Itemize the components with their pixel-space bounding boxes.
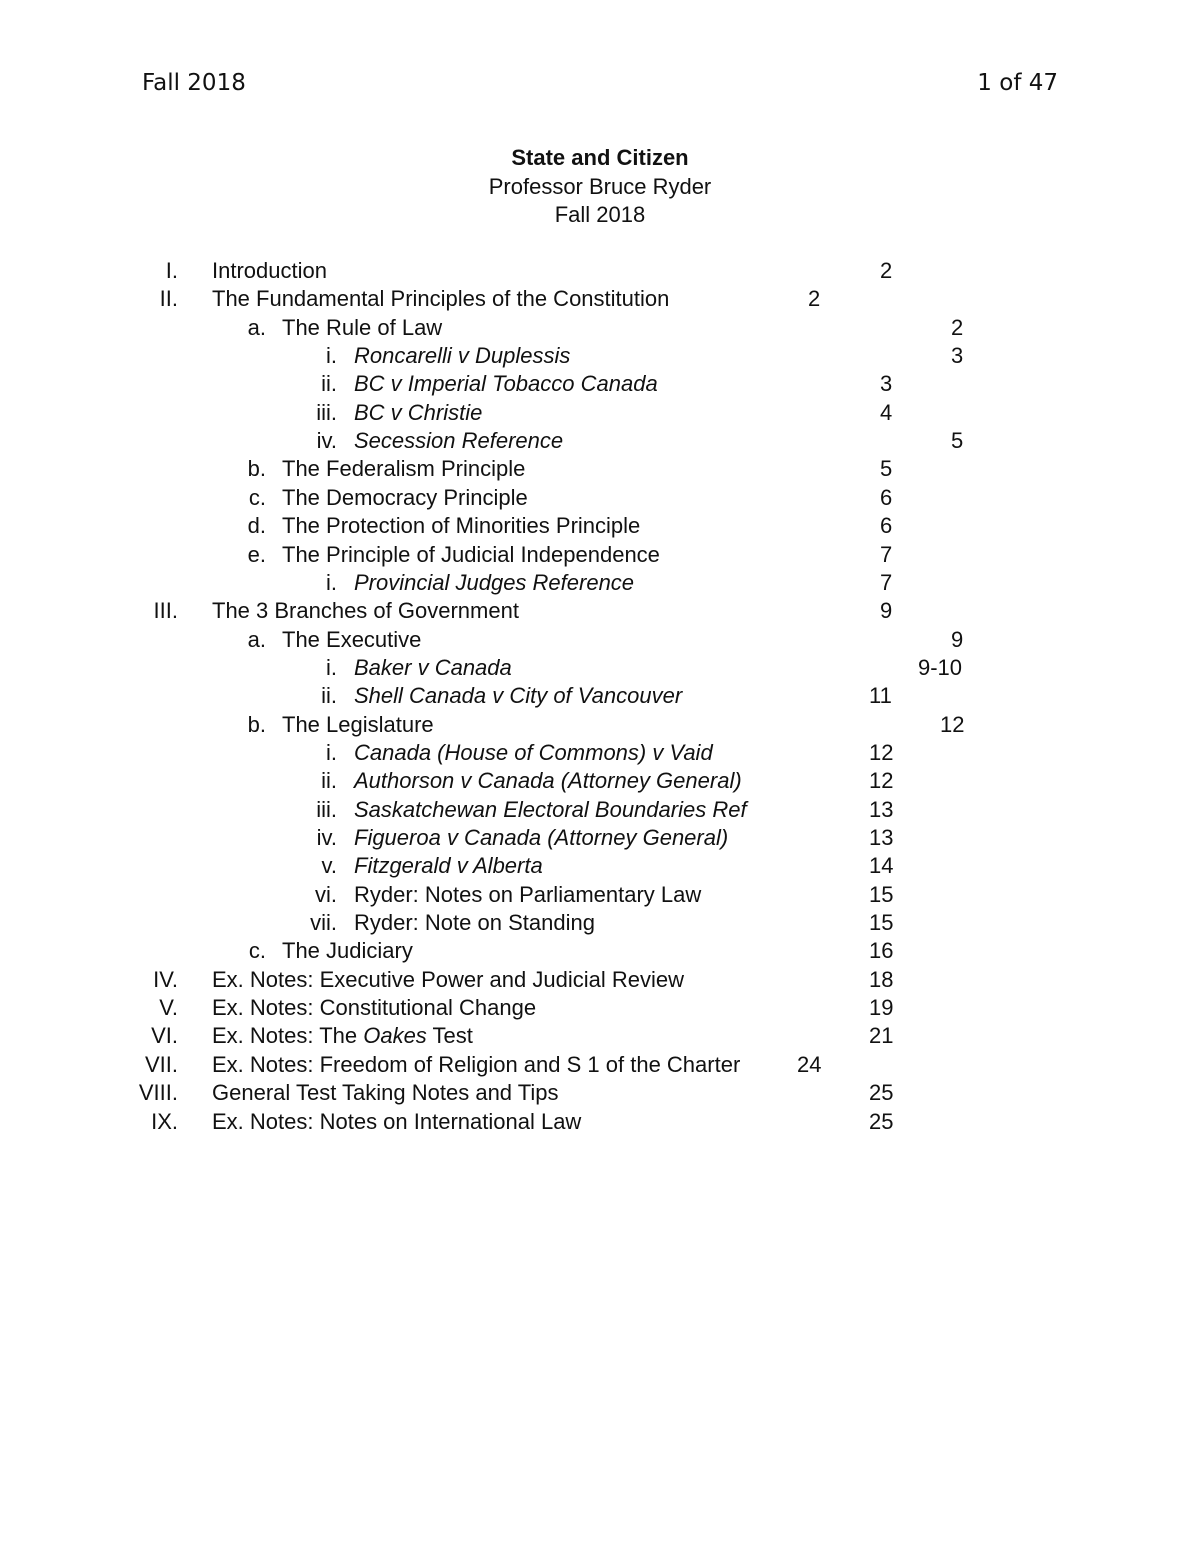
toc-entry-title-part: The Protection of Minorities Principle: [282, 513, 641, 539]
toc-entry-title-part: The 3 Branches of Government: [212, 598, 519, 624]
toc-entry-title: [282, 937, 413, 965]
toc-entry-number: VII.: [144, 1051, 178, 1077]
toc-entry-title: [354, 569, 634, 597]
toc-entry-title-part: The Judiciary: [282, 938, 413, 964]
toc-entry-number: VI.: [151, 1023, 178, 1049]
toc-entry-page: 2: [808, 286, 821, 312]
toc-entry-title-part: Saskatchewan Electoral Boundaries Ref: [354, 796, 747, 822]
toc-entry: [0, 881, 1200, 909]
toc-entry-number: iii.: [316, 399, 337, 425]
toc-entry-page: 21: [869, 1023, 894, 1049]
document-term: Fall 2018: [554, 202, 646, 227]
toc-entry-title-part: The Rule of Law: [282, 314, 443, 340]
toc-entry: [0, 314, 1200, 342]
toc-entry-title: [212, 285, 669, 313]
toc-entry: [0, 285, 1200, 313]
toc-entry-title: [212, 1051, 740, 1079]
toc-entry-title-part: Ryder: Note on Standing: [354, 910, 595, 936]
toc-entry-number: ii.: [321, 371, 337, 397]
toc-entry-page: 2: [880, 258, 893, 283]
toc-entry-page: 25: [869, 1080, 894, 1106]
toc-entry-number: ii.: [321, 683, 337, 709]
toc-entry: [0, 541, 1200, 569]
toc-entry-title-part: Canada (House of Commons) v Vaid: [354, 739, 713, 765]
toc-entry-title: [354, 881, 701, 909]
toc-entry-title-part: Ex. Notes: Constitutional Change: [212, 995, 537, 1021]
toc-entry-page: 15: [869, 910, 894, 936]
toc-entry-title: [212, 597, 519, 625]
toc-entry-title-part: Authorson v Canada (Attorney General): [354, 768, 742, 794]
toc-entry-title-part: Provincial Judges Reference: [354, 569, 635, 595]
toc-entry-page: 9-10: [918, 654, 963, 680]
toc-entry-title-part: Ex. Notes: Notes on International Law: [212, 1108, 582, 1134]
toc-entry: [0, 370, 1200, 398]
toc-entry: [0, 1051, 1200, 1079]
toc-entry: [0, 427, 1200, 455]
toc-entry-page: 14: [869, 853, 894, 879]
toc-entry-title-part: BC v Christie: [354, 399, 483, 425]
toc-entry-page: 25: [869, 1108, 894, 1134]
toc-entry-page: 12: [869, 768, 894, 794]
toc-entry: [0, 1108, 1200, 1136]
toc-entry-title: [354, 852, 543, 880]
toc-entry-title: [282, 711, 434, 739]
toc-entry-page: 13: [869, 796, 894, 822]
toc-entry-title: [282, 314, 442, 342]
toc-entry-title: [354, 739, 713, 767]
toc-entry-title: [354, 796, 747, 824]
toc-entry-title-part: The Democracy Principle: [282, 484, 528, 510]
toc-entry-title-part: The Executive: [282, 626, 422, 652]
toc-entry-page: 13: [869, 825, 894, 850]
document-title-block: [0, 144, 1200, 230]
toc-entry-title-part: BC v Imperial Tobacco Canada: [354, 371, 658, 397]
toc-entry: [0, 824, 1200, 852]
toc-entry-title: [354, 824, 728, 852]
toc-entry-page: 9: [951, 626, 964, 652]
toc-entry-title-part: Ryder: Notes on Parliamentary Law: [354, 881, 702, 907]
toc-entry: [0, 711, 1200, 739]
toc-entry: [0, 966, 1200, 994]
toc-entry-title: [212, 1108, 581, 1136]
header-left: Fall 2018: [142, 70, 246, 96]
toc-entry-title: [282, 626, 421, 654]
toc-entry: [0, 994, 1200, 1022]
toc-entry-title-part: Secession Reference: [354, 428, 564, 454]
toc-entry-number: i.: [326, 343, 337, 369]
toc-entry-number: e.: [247, 541, 266, 567]
toc-entry: [0, 654, 1200, 682]
toc-entry-page: 6: [880, 513, 893, 539]
toc-entry-page: 16: [869, 938, 894, 964]
toc-entry-title: [212, 994, 536, 1022]
toc-entry-page: 5: [951, 428, 964, 454]
toc-entry-title: [354, 767, 742, 795]
toc-entry-title-part: Ex. Notes: Executive Power and Judicial Review: [212, 966, 684, 992]
toc-entry-number: II.: [159, 286, 178, 312]
toc-entry-number: vi.: [315, 881, 337, 907]
toc-entry-number: c.: [248, 484, 266, 510]
toc-entry-number: vii.: [310, 910, 337, 936]
toc-entry: [0, 739, 1200, 767]
toc-entry-page: 9: [880, 598, 893, 624]
document-author: Professor Bruce Ryder: [488, 173, 712, 199]
toc-entry-number: VIII.: [138, 1080, 178, 1106]
toc-entry-number: I.: [165, 258, 178, 283]
toc-entry-title: [282, 455, 525, 483]
toc-entry-title: [212, 1079, 559, 1107]
toc-entry-number: a.: [247, 314, 266, 340]
toc-entry-title: [282, 512, 640, 540]
toc-entry-page: 4: [880, 399, 893, 425]
toc-entry-number: c.: [248, 938, 266, 964]
toc-entry-title-part: Shell Canada v City of Vancouver: [354, 683, 683, 709]
toc-entry-page: 3: [951, 343, 964, 369]
toc-entry-title: [354, 370, 658, 398]
toc-entry: [0, 597, 1200, 625]
toc-entry-page: 11: [869, 683, 892, 709]
toc-entry: [0, 1022, 1200, 1050]
toc-entry-title-part: The Principle of Judicial Independence: [282, 541, 660, 567]
toc-entry: [0, 767, 1200, 795]
toc-entry-title-part: Fitzgerald v Alberta: [354, 853, 543, 879]
toc-entry-number: ii.: [321, 768, 337, 794]
toc-entry-page: 6: [880, 484, 893, 510]
toc-entry-number: i.: [326, 569, 337, 595]
toc-entry-title: [354, 682, 682, 710]
toc-entry: [0, 909, 1200, 937]
toc-entry-title: [354, 654, 512, 682]
toc-entry-title-part: Ex. Notes: The: [212, 1023, 364, 1049]
document-title: State and Citizen: [511, 145, 689, 170]
toc-entry-number: iv.: [316, 428, 337, 454]
toc-entry-title: [212, 1022, 473, 1050]
toc-entry-page: 15: [869, 881, 894, 907]
toc-entry-page: 19: [869, 995, 894, 1021]
page-counter: 1 of 47: [977, 70, 1058, 96]
toc-entry-number: b.: [247, 456, 266, 482]
toc-entry-number: V.: [159, 995, 178, 1021]
toc-entry-title-part: Ex. Notes: Freedom of Religion and S 1 of the Charter: [212, 1051, 741, 1077]
toc-entry-page: 12: [940, 711, 965, 737]
toc-entry-page: 5: [880, 456, 893, 482]
toc-entry: [0, 1079, 1200, 1107]
toc-entry-title-part: The Federalism Principle: [282, 456, 526, 482]
toc-entry-title-part: The Fundamental Principles of the Constitution: [212, 286, 670, 312]
toc-entry-number: iv.: [316, 825, 337, 850]
toc-entry-page: 12: [869, 739, 894, 765]
toc-entry-number: v.: [321, 853, 337, 879]
toc-entry-number: iii.: [316, 796, 337, 822]
toc-entry-title: [282, 541, 660, 569]
toc-entry: [0, 257, 1200, 285]
toc-entry-title-part: Baker v Canada: [354, 654, 512, 680]
toc-entry-page: 3: [880, 371, 893, 397]
toc-entry-title-part: Introduction: [212, 258, 327, 283]
toc-entry-title: [354, 427, 563, 455]
toc-entry: [0, 484, 1200, 512]
toc-entry-number: III.: [153, 598, 178, 624]
toc-entry-title: [282, 484, 528, 512]
toc-entry-page: 18: [869, 966, 894, 992]
toc-entry: [0, 852, 1200, 880]
toc-entry: [0, 399, 1200, 427]
toc-entry-title-part: Figueroa v Canada (Attorney General): [354, 825, 729, 850]
toc-entry-title-part: The Legislature: [282, 711, 434, 737]
toc-entry-title: [212, 257, 327, 285]
toc-entry: [0, 796, 1200, 824]
toc-entry-page: 7: [880, 569, 893, 595]
toc-entry-title: [354, 399, 482, 427]
toc-entry-number: i.: [326, 739, 337, 765]
toc-entry-number: IX.: [151, 1108, 178, 1134]
toc-entry-number: i.: [326, 654, 337, 680]
toc-entry: [0, 682, 1200, 710]
toc-entry-title: [212, 966, 684, 994]
toc-entry-page: 7: [880, 541, 893, 567]
toc-entry-title: [354, 909, 595, 937]
toc-entry: [0, 937, 1200, 965]
toc-entry-number: IV.: [153, 966, 178, 992]
toc-entry-page: 24: [797, 1051, 822, 1077]
toc-entry: [0, 342, 1200, 370]
toc-entry-number: d.: [247, 513, 266, 539]
toc-entry-page: 2: [951, 314, 964, 340]
toc-entry: [0, 626, 1200, 654]
toc-entry-number: b.: [247, 711, 266, 737]
toc-entry: [0, 512, 1200, 540]
toc-entry-number: a.: [247, 626, 266, 652]
toc-entry-title-part: Roncarelli v Duplessis: [354, 343, 571, 369]
toc-entry-title: [354, 342, 570, 370]
toc-entry-title-part: Test: [426, 1023, 473, 1049]
toc-entry-title-part: General Test Taking Notes and Tips: [212, 1080, 559, 1106]
toc-entry: [0, 455, 1200, 483]
toc-entry: [0, 569, 1200, 597]
toc-entry-title-part: Oakes: [363, 1023, 427, 1049]
